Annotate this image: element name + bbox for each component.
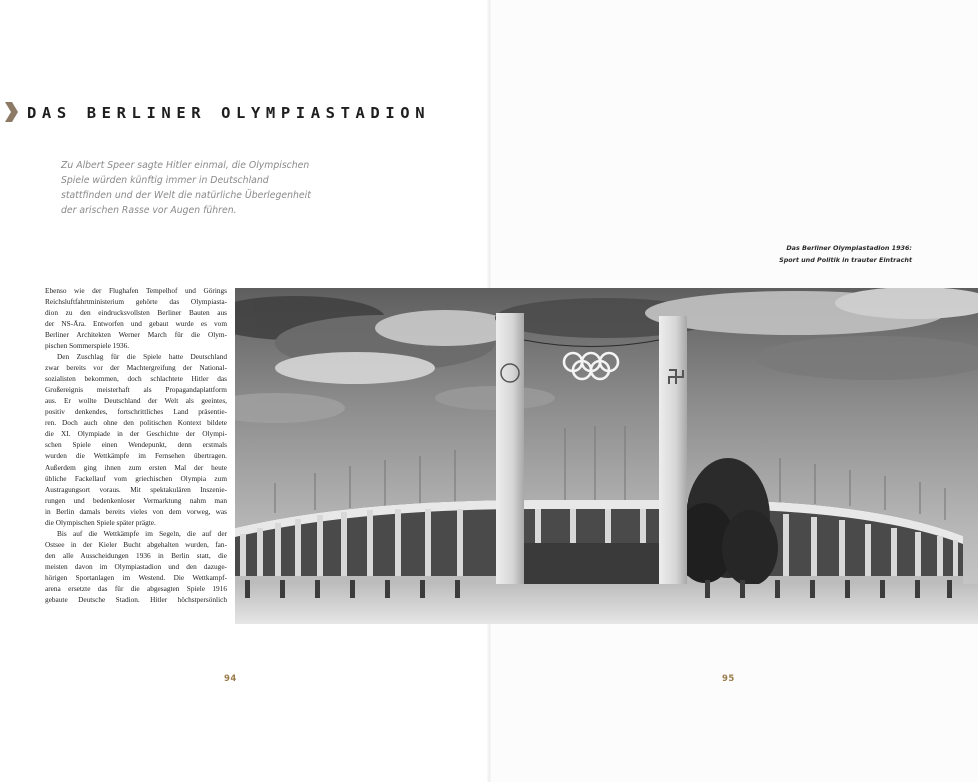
- stadium-photo: [235, 288, 978, 624]
- quote-line: Spiele würden künftig immer in Deutschland: [61, 175, 269, 186]
- body-line: aus. Er wollte Deutschland der Welt als geeintes,: [45, 396, 227, 406]
- entrance-gate: [524, 543, 659, 588]
- body-text: [45, 285, 227, 605]
- body-line: positiv denkendes, fortschrittliches Land präsentie-: [45, 407, 227, 417]
- body-line: gebaute Deutsche Stadion. Hitler höchstpersönlich: [45, 594, 227, 604]
- body-line: Großereignis meisterhaft als Propagandaplattform: [45, 385, 227, 395]
- quote-line: stattfinden und der Welt die natürliche Überlegenheit: [61, 190, 311, 201]
- body-line: rungen und bedenkenloser Vermarktung nahm man: [45, 495, 227, 505]
- body-line: Ebenso wie der Flughafen Tempelhof und Görings: [45, 286, 227, 295]
- tower-left: [496, 313, 524, 598]
- body-line: hörigen Sportanlagen im Westend. Die Wettkampf-: [45, 572, 227, 582]
- chapter-title: DAS BERLINER OLYMPIASTADION: [27, 104, 431, 122]
- body-line: pischen Sommerspiele 1936.: [45, 341, 130, 351]
- body-line: in Berlin damals bereits vieles von dem vorweg, was: [45, 506, 227, 516]
- body-line: Berliner Architekten Werner March für die Olym-: [45, 330, 227, 340]
- forecourt: [235, 584, 978, 624]
- body-line: meisten davon im Olympiastadion und den dazuge-: [45, 561, 227, 571]
- body-line: die XI. Olympiade in der Geschichte der Olympi-: [45, 429, 227, 439]
- body-line: zwar bereits vor der Machtergreifung der National-: [45, 363, 227, 373]
- body-line: Den Zuschlag für die Spiele hatte Deutschland: [57, 352, 227, 362]
- page-number-left: 94: [224, 674, 237, 684]
- body-line: sozialisten bekommen, doch schlachtete Hitler das: [45, 374, 227, 384]
- body-line: Ostsee in der Kieler Bucht abgehalten wurden, fan-: [45, 539, 227, 549]
- body-line: übliche Fackellauf vom griechischen Olympia zum: [45, 473, 227, 483]
- body-line: Bis auf die Wettkämpfe im Segeln, die auf der: [57, 528, 227, 538]
- caption-line: Das Berliner Olympiastadion 1936:: [786, 244, 912, 252]
- chevron-right-icon: [3, 101, 19, 123]
- stadium-illustration: [235, 288, 978, 624]
- quote-line: der arischen Rasse vor Augen führen.: [61, 205, 237, 216]
- photo-caption: [779, 242, 912, 266]
- body-line: arena ersetzte das für die abgesagten Spiele 1916: [45, 583, 227, 593]
- body-line: der NS-Ära. Entworfen und gebaut wurde es vom: [45, 319, 227, 329]
- pull-quote: [61, 158, 311, 218]
- tower-right: [659, 316, 687, 598]
- body-line: den alle Ausscheidungen 1936 in Berlin statt, die: [45, 550, 227, 560]
- body-line: Austragungsort voraus. Mit spektakulären Inszenie-: [45, 484, 227, 494]
- body-line: schen Spiele einen Wendepunkt, denn erstmals: [45, 440, 227, 450]
- body-line: ren. Doch auch ohne den politischen Kontext bildete: [45, 418, 227, 428]
- body-line: dion zu den eindrucksvollsten Berliner Bauten aus: [45, 308, 227, 318]
- body-line: wurden die Wettkämpfe im Fernsehen übertragen.: [45, 451, 227, 461]
- quote-line: Zu Albert Speer sagte Hitler einmal, die Olympischen: [61, 160, 310, 171]
- body-line: Außerdem ging ihnen zum ersten Mal der heute: [45, 462, 227, 472]
- body-line: Reichsluftfahrtministerium gehörte das Olympiasta-: [45, 297, 227, 307]
- caption-line: Sport und Politik in trauter Eintracht: [779, 256, 912, 264]
- page-number-right: 95: [722, 674, 735, 684]
- body-line: die Olympischen Spiele später prägte.: [45, 517, 156, 527]
